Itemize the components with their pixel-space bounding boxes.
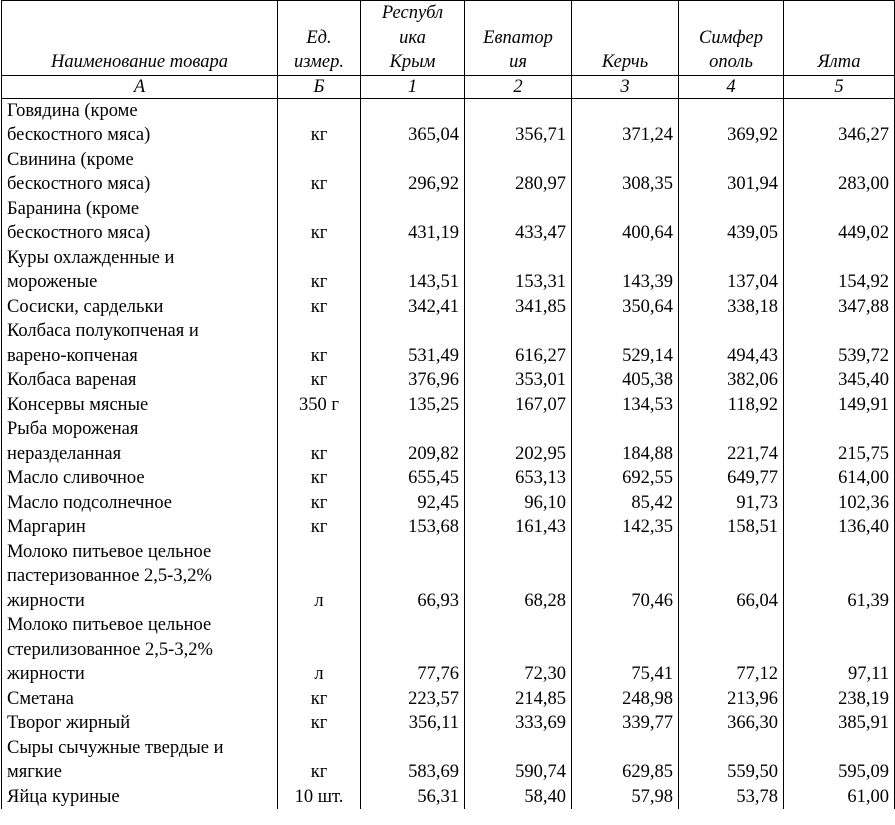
price-cell: 376,96 [361, 368, 465, 393]
header-evpatoria: Евпатор ия [465, 1, 572, 76]
table-row [2, 319, 895, 368]
table-row [2, 613, 895, 687]
price-cell: 53,78 [679, 785, 784, 810]
unit-cell: 10 шт. [278, 785, 361, 810]
price-cell: 595,09 [784, 736, 895, 785]
unit-cell: кг [278, 687, 361, 712]
price-cell: 61,39 [784, 540, 895, 614]
table-row [2, 368, 895, 393]
table-row [2, 197, 895, 246]
product-name-cell: Говядина (кроме бескостного мяса) [2, 98, 278, 148]
header-kerch: Керчь [572, 1, 679, 76]
product-name-cell: Рыба мороженая неразделанная [2, 417, 278, 466]
price-cell: 118,92 [679, 393, 784, 418]
price-cell: 137,04 [679, 246, 784, 295]
price-cell: 350,64 [572, 295, 679, 320]
table-row [2, 515, 895, 540]
price-cell: 539,72 [784, 319, 895, 368]
price-cell: 66,04 [679, 540, 784, 614]
product-name-cell: Свинина (кроме бескостного мяса) [2, 148, 278, 197]
price-cell: 366,30 [679, 711, 784, 736]
price-cell: 223,57 [361, 687, 465, 712]
price-cell: 356,71 [465, 98, 572, 148]
product-name-cell: Яйца куриные [2, 785, 278, 810]
price-cell: 77,76 [361, 613, 465, 687]
header-letter: Б [278, 75, 361, 98]
header-row [2, 1, 895, 76]
price-cell: 167,07 [465, 393, 572, 418]
product-name-cell: Сметана [2, 687, 278, 712]
unit-cell: кг [278, 98, 361, 148]
unit-cell: кг [278, 295, 361, 320]
price-cell: 371,24 [572, 98, 679, 148]
table-row [2, 785, 895, 810]
header-yalta: Ялта [784, 1, 895, 76]
price-cell: 385,91 [784, 711, 895, 736]
price-cell: 214,85 [465, 687, 572, 712]
price-cell: 653,13 [465, 466, 572, 491]
price-table [1, 0, 895, 809]
product-name-cell: Масло подсолнечное [2, 491, 278, 516]
price-cell: 77,12 [679, 613, 784, 687]
price-cell: 449,02 [784, 197, 895, 246]
product-name-cell: Масло сливочное [2, 466, 278, 491]
price-cell: 57,98 [572, 785, 679, 810]
price-cell: 342,41 [361, 295, 465, 320]
price-cell: 614,00 [784, 466, 895, 491]
price-cell: 161,43 [465, 515, 572, 540]
product-name-cell: Маргарин [2, 515, 278, 540]
price-cell: 209,82 [361, 417, 465, 466]
header-republic-crimea: Республ ика Крым [361, 1, 465, 76]
price-cell: 213,96 [679, 687, 784, 712]
price-cell: 143,51 [361, 246, 465, 295]
header-letter: 1 [361, 75, 465, 98]
price-cell: 559,50 [679, 736, 784, 785]
price-cell: 135,25 [361, 393, 465, 418]
price-cell: 341,85 [465, 295, 572, 320]
table-row [2, 295, 895, 320]
unit-cell: кг [278, 466, 361, 491]
price-cell: 96,10 [465, 491, 572, 516]
price-cell: 149,91 [784, 393, 895, 418]
price-cell: 143,39 [572, 246, 679, 295]
price-cell: 221,74 [679, 417, 784, 466]
header-letter: А [2, 75, 278, 98]
table-row [2, 736, 895, 785]
price-cell: 382,06 [679, 368, 784, 393]
header-product-name: Наименование товара [2, 1, 278, 76]
price-cell: 215,75 [784, 417, 895, 466]
unit-cell: кг [278, 319, 361, 368]
product-name-cell: Творог жирный [2, 711, 278, 736]
price-cell: 346,27 [784, 98, 895, 148]
price-cell: 353,01 [465, 368, 572, 393]
price-cell: 142,35 [572, 515, 679, 540]
price-cell: 583,69 [361, 736, 465, 785]
product-name-cell: Колбаса вареная [2, 368, 278, 393]
table-row [2, 711, 895, 736]
price-cell: 283,00 [784, 148, 895, 197]
price-cell: 347,88 [784, 295, 895, 320]
price-cell: 153,31 [465, 246, 572, 295]
unit-cell: кг [278, 711, 361, 736]
header-letter: 2 [465, 75, 572, 98]
table-header [2, 1, 895, 99]
table-body [2, 98, 895, 809]
table-row [2, 491, 895, 516]
price-cell: 75,41 [572, 613, 679, 687]
header-letter: 4 [679, 75, 784, 98]
price-cell: 655,45 [361, 466, 465, 491]
price-cell: 369,92 [679, 98, 784, 148]
price-cell: 301,94 [679, 148, 784, 197]
price-cell: 56,31 [361, 785, 465, 810]
unit-cell: 350 г [278, 393, 361, 418]
price-cell: 529,14 [572, 319, 679, 368]
price-cell: 184,88 [572, 417, 679, 466]
table-row [2, 246, 895, 295]
header-letter: 3 [572, 75, 679, 98]
price-cell: 333,69 [465, 711, 572, 736]
price-cell: 85,42 [572, 491, 679, 516]
price-cell: 439,05 [679, 197, 784, 246]
price-cell: 102,36 [784, 491, 895, 516]
price-cell: 616,27 [465, 319, 572, 368]
price-cell: 238,19 [784, 687, 895, 712]
unit-cell: л [278, 540, 361, 614]
price-cell: 590,74 [465, 736, 572, 785]
price-cell: 339,77 [572, 711, 679, 736]
price-cell: 400,64 [572, 197, 679, 246]
product-name-cell: Баранина (кроме бескостного мяса) [2, 197, 278, 246]
header-simferopol: Симфер ополь [679, 1, 784, 76]
price-cell: 629,85 [572, 736, 679, 785]
header-letters-row [2, 75, 895, 98]
price-cell: 92,45 [361, 491, 465, 516]
price-cell: 433,47 [465, 197, 572, 246]
table-row [2, 148, 895, 197]
table-row [2, 466, 895, 491]
price-cell: 431,19 [361, 197, 465, 246]
price-cell: 154,92 [784, 246, 895, 295]
price-cell: 58,40 [465, 785, 572, 810]
header-unit: Ед. измер. [278, 1, 361, 76]
price-cell: 158,51 [679, 515, 784, 540]
price-cell: 97,11 [784, 613, 895, 687]
price-cell: 66,93 [361, 540, 465, 614]
price-cell: 338,18 [679, 295, 784, 320]
unit-cell: кг [278, 368, 361, 393]
table-row [2, 417, 895, 466]
table-row [2, 687, 895, 712]
price-cell: 70,46 [572, 540, 679, 614]
price-cell: 405,38 [572, 368, 679, 393]
table-row [2, 540, 895, 614]
table-row [2, 98, 895, 148]
unit-cell: кг [278, 515, 361, 540]
product-name-cell: Молоко питьевое цельное стерилизованное 2,5-3,2% жирности [2, 613, 278, 687]
price-cell: 248,98 [572, 687, 679, 712]
unit-cell: л [278, 613, 361, 687]
price-cell: 531,49 [361, 319, 465, 368]
price-cell: 356,11 [361, 711, 465, 736]
product-name-cell: Колбаса полукопченая и варено-копченая [2, 319, 278, 368]
price-cell: 296,92 [361, 148, 465, 197]
price-cell: 692,55 [572, 466, 679, 491]
product-name-cell: Консервы мясные [2, 393, 278, 418]
unit-cell: кг [278, 148, 361, 197]
price-cell: 649,77 [679, 466, 784, 491]
price-cell: 136,40 [784, 515, 895, 540]
price-cell: 345,40 [784, 368, 895, 393]
table-row [2, 393, 895, 418]
product-name-cell: Молоко питьевое цельное пастеризованное 2,5-3,2% жирности [2, 540, 278, 614]
price-cell: 365,04 [361, 98, 465, 148]
header-letter: 5 [784, 75, 895, 98]
price-cell: 68,28 [465, 540, 572, 614]
price-cell: 202,95 [465, 417, 572, 466]
unit-cell: кг [278, 417, 361, 466]
price-cell: 153,68 [361, 515, 465, 540]
product-name-cell: Куры охлажденные и мороженые [2, 246, 278, 295]
price-cell: 61,00 [784, 785, 895, 810]
price-cell: 91,73 [679, 491, 784, 516]
price-cell: 134,53 [572, 393, 679, 418]
price-cell: 494,43 [679, 319, 784, 368]
product-name-cell: Сыры сычужные твердые и мягкие [2, 736, 278, 785]
price-cell: 280,97 [465, 148, 572, 197]
product-name-cell: Сосиски, сардельки [2, 295, 278, 320]
unit-cell: кг [278, 197, 361, 246]
unit-cell: кг [278, 736, 361, 785]
unit-cell: кг [278, 246, 361, 295]
price-cell: 72,30 [465, 613, 572, 687]
price-cell: 308,35 [572, 148, 679, 197]
unit-cell: кг [278, 491, 361, 516]
